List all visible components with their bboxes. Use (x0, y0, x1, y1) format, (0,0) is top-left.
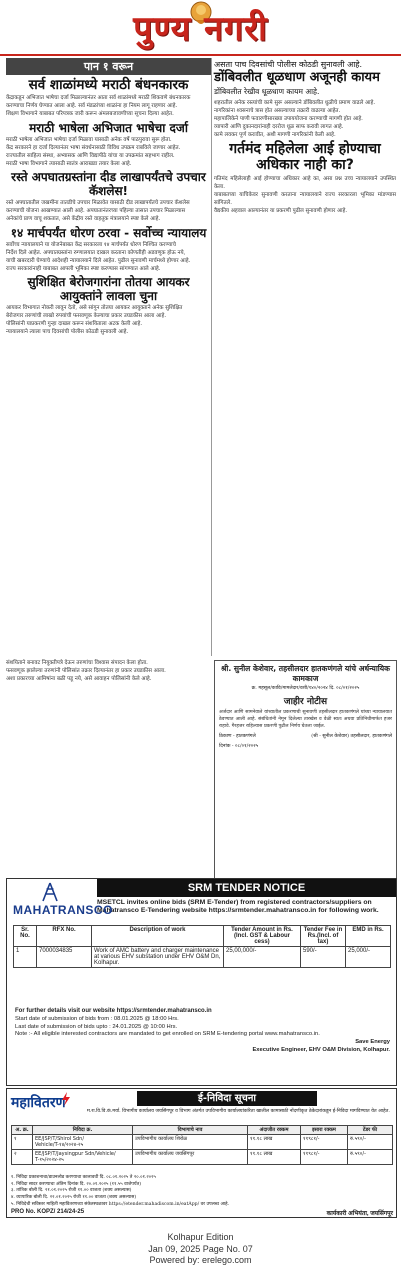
col-header: निविदा क्र. (33, 1126, 133, 1135)
headline-dombivli: डोंबिवलीत धूळधाण अजूनही कायम (214, 70, 380, 85)
note-line: ४. व्यापारिक बोली दि. २२.०१.२०२५ रोजी ११.०० वाजता (शक्य असल्यास) (11, 1194, 137, 1200)
table-cell: 25,00,000/- (224, 947, 301, 968)
table-cell: 25,000/- (346, 947, 391, 968)
note-line: १. निविदा प्रकाशनाचा/डाउनलोड करण्याचा कालावधी दि. ०८.०१.२०२५ ते २०.०१.२०२५ (11, 1175, 156, 1180)
mahavitaran-etender-notice (6, 1088, 397, 1218)
srm-sign-1: Save Energy (355, 1039, 390, 1046)
right-kicker: असता पाच दिवसांची पोलीस कोठडी सुनावली आहे. (214, 60, 363, 69)
headline-supreme-court: १४ मार्चपर्यंत धोरण ठरवा - सर्वोच्च न्यायालय (10, 225, 207, 240)
col-header: विभागाचे नाव (133, 1126, 248, 1135)
notice-signature: (श्री - सुनील केशेवार) तहसीलदार, हातकणंगले (311, 733, 392, 739)
col-header: अ. क्र. (12, 1126, 33, 1135)
public-notice-box (214, 660, 397, 882)
col-header: Description of work (92, 926, 224, 947)
notice-place: ठिकाण - हातकणंगले (219, 733, 256, 739)
powered-by[interactable]: Powered by: erelego.com (149, 1255, 252, 1266)
headline-cashless-treatment: रस्ते अपघातग्रस्तांना दीड लाखापर्यंतचे उपचार कॅशलेस! (11, 170, 206, 198)
note-line: ५. निविदेची सविस्तर माहिती महावितरणच्या संकेतस्थळावर https://etender.mahadiscom.in/eatApp/ वर उपलब्ध आहे. (11, 1201, 230, 1207)
table-cell: EE/JSP/T/Shirol Sdn/ Vehicle/T-१४/२०२४-२५ (33, 1135, 133, 1150)
etender-heading: ई-निविदा सूचना (137, 1091, 317, 1106)
article-body: सर्वोच्च न्यायालयाने या योजनेबाबत केंद्र सरकारला १४ मार्चपर्यंत धोरण निश्चित करण्याचे निर्देश दिले आहेत. अपघातग्रस्तांना रुग्णालयात दाखल करताना कोणतीही अडवणूक होऊ नये, याची खबरदारी घेण्याचे आदेशही न्यायालयाने दिले आहेत. पुढील सुनावणी मार्चमध्ये होणार आहे. राज्य सरकारांनाही याबाबत आपली भूमिका स्पष्ट करण्यास सांगण्यात आले आहे. (6, 242, 191, 272)
masthead (0, 0, 401, 52)
col-header: अंदाजीत रक्कम (248, 1126, 301, 1135)
table-row (14, 947, 391, 968)
lightning-bolt-icon (61, 1092, 71, 1106)
table-row (12, 1150, 393, 1165)
table-cell: रु.५९०/- (348, 1150, 393, 1165)
article-body: संशयिताने बनावट नियुक्तीपत्रे देऊन तरुणांचा विश्वास संपादन केला होता. फसवणूक झालेल्या तरुणांनी पोलिसांत तक्रार दिल्यानंतर हा प्रकार उघडकीस आला. अशा प्रकारच्या आमिषांना बळी पडू नये, असे आवाहन पोलिसांनी केले आहे. (6, 660, 166, 682)
table-cell: १ (12, 1135, 33, 1150)
pro-number: PRO No. KOPZ/ 214/24-25 (11, 1209, 85, 1215)
masthead-divider (0, 54, 401, 56)
headline-classical-language: मराठी भाषेला अभिजात भाषेचा दर्जा (29, 120, 188, 135)
table-header-row (12, 1126, 393, 1135)
mahatransco-logo (13, 879, 113, 917)
edition-footer (0, 1232, 401, 1267)
left-column-continued (6, 660, 211, 685)
srm-table (13, 925, 391, 968)
notice-title: श्री. सुनील केशेवार, तहसीलदार हातकणंगले यांचे अर्धन्यायिक कामकाज (221, 664, 390, 683)
continued-tag: पान १ वरून (6, 58, 211, 75)
table-header-row (14, 926, 391, 947)
col-header: EMD in Rs. (346, 926, 391, 947)
notice-reference: क्र. महसूल/कावि/मामलेदार/वशी/१४०/२०२४ दि. ०८/०१/२०२५ (251, 686, 360, 691)
subheadline-dombivli: डोंबिवलीत रेखीव धूळधाण कायम आहे. (214, 87, 320, 97)
srm-note: Note :- All eligible interested contractors are mandated to get enrolled on SRM E-tendering portal www.mahatransco.in. (15, 1031, 320, 1038)
headline-marathi-compulsory: सर्व शाळांमध्ये मराठी बंधनकारक (28, 77, 189, 93)
col-header: RFX No. (37, 926, 92, 947)
table-cell: उपविभागीय कार्यालय शिरोळ (133, 1135, 248, 1150)
etender-signature: कार्यकारी अभियंता, जयसिंगपूर (326, 1211, 393, 1217)
col-header: Tender Amount in Rs. (Incl. GST & Labour cess) (224, 926, 301, 947)
table-cell: 1 (14, 947, 37, 968)
headline-fake-tax-commissioner: सुशिक्षित बेरोजगारांना तोतया आयकर आयुक्तांने लावला चुना (27, 275, 190, 303)
note-line: २. निविदा सादर करण्याचा अंतिम दिनांक दि. २०.०१.२०२५ (११.५५ वाजेपर्यंत) (11, 1181, 141, 1187)
table-cell: उपविभागीय कार्यालय जयसिंगपूर (133, 1150, 248, 1165)
edition-date-page: Jan 09, 2025 Page No. 07 (148, 1243, 253, 1254)
right-column (214, 58, 396, 217)
table-cell: ११९८१/- (301, 1150, 348, 1165)
article-body: गतिमंद महिलेलाही आई होण्याचा अधिकार आहे का, असा प्रश्न उच्च न्यायालयाने उपस्थित केला. याबाबतच्या याचिकेवर सुनावणी करताना न्यायालयाने राज्य सरकारला भूमिका मांडण्यास सांगितले. वैद्यकीय अहवाल आल्यानंतर या प्रकरणी पुढील सुनावणी होणार आहे. (214, 176, 396, 214)
table-cell: ११९८१/- (301, 1135, 348, 1150)
col-header: Tender Fee in Rs.(Incl. of tax) (301, 926, 346, 947)
etender-notes (11, 1175, 393, 1208)
etender-intro: म.रा.वि.वि.कं.मर्या. विभागीय कार्यालय जयसिंगपूर व विभाग अंतर्गत उपविभागीय कार्यालयांकरिता खालील कामासाठी नोंदणीकृत ठेकेदारांकडून ई-निविदा मागविण्यात येत आहेत. (87, 1109, 390, 1114)
table-cell: EE/JSP/T/Jaysingpur Sdn/Vehicle/ T-१५/२०२४-२५ (33, 1150, 133, 1165)
mahatransco-logo-text: MAHATRANSCO (13, 903, 113, 917)
table-row (12, 1135, 393, 1150)
col-header: इसारा रक्कम (301, 1126, 348, 1135)
table-cell: ११.१८ लाख (248, 1135, 301, 1150)
article-body: रस्ते अपघातातील जखमींना तातडीचे उपचार मिळावेत यासाठी दीड लाखापर्यंतचे उपचार कॅशलेस करण्याची योजना आखण्यात आली आहे. अपघातानंतरच्या पहिल्या तासात उपचार मिळाल्यास अनेकांचे प्राण वाचू शकतात, असे केंद्रीय रस्ते वाहतूक मंत्रालयाने स्पष्ट केले आहे. (6, 200, 190, 222)
article-body: केंद्राकडून अभिजात भाषेचा दर्जा मिळाल्यानंतर आता सर्व शाळांमध्ये मराठी शिकवणे बंधनकारक करण्याचा निर्णय घेण्यात आला आहे. सर्व मंडळांच्या शाळांना हा नियम लागू राहणार आहे. शिक्षण विभागाने याबाबत परिपत्रक जारी करून अंमलबजावणीच्या सूचना दिल्या आहेत. (6, 95, 191, 117)
mahavitaran-logo-text: महावितरण (11, 1095, 66, 1111)
article-body: मराठी भाषेला अभिजात भाषेचा दर्जा मिळावा यासाठी अनेक वर्षे पाठपुरावा सुरू होता. केंद्र सरकारने हा दर्जा दिल्यानंतर भाषा संवर्धनासाठी विविध उपक्रम राबविले जाणार आहेत. राज्यातील साहित्य संस्था, अभ्यासक आणि विद्यापीठे यांचा या उपक्रमांत सहभाग राहील. मराठी भाषा विभागाने त्यासाठी स्वतंत्र आराखडा तयार केला आहे. (6, 137, 181, 167)
notice-date: दिनांक - ०८/०१/२०२५ (219, 743, 259, 749)
notice-heading: जाहीर नोटीस (283, 697, 328, 707)
table-cell: 590/- (301, 947, 346, 968)
srm-details-link: For further details visit our website https://srmtender.mahatransco.in (15, 1008, 212, 1014)
notice-body: अर्जदार आणि सामनेवाले यांच्यातील प्रकरणाची सुनावणी तहसीलदार हातकणंगले यांच्या न्यायालयात ठेवण्यात आली आहे. संबंधितांनी नेमून दिलेल्या तारखेस व वेळी स्वतः अथवा प्रतिनिधीमार्फत हजर राहावे. गैरहजर राहिल्यास प्रकरणी पुढील निर्णय घेतला जाईल. (219, 710, 392, 729)
table-cell: २ (12, 1150, 33, 1165)
left-column (6, 58, 211, 339)
srm-start-date: Start date of submission of bids from : 08.01.2025 @ 18:00 Hrs. (15, 1015, 179, 1022)
column-divider (211, 58, 212, 656)
srm-last-date: Last date of submission of bids upto : 24.01.2025 @ 10:00 Hrs. (15, 1023, 178, 1030)
transmission-tower-icon (39, 882, 61, 902)
col-header: Sr. No. (14, 926, 37, 947)
headline-mother-rights: गर्तमंद महिलेला आई होण्याचा अधिकार नाही का? (229, 141, 381, 173)
srm-intro: MSETCL invites online bids (SRM E-Tender) from registered contractors/suppliers on Mahatransco E-Tendering website https://srmtender.mahatransco.in for following work. (97, 899, 379, 915)
table-cell: 7000034835 (37, 947, 92, 968)
col-header: टेंडर फी (348, 1126, 393, 1135)
srm-header: SRM TENDER NOTICE (97, 879, 396, 897)
srm-sign-2: Executive Engineer, EHV O&M Division, Kolhapur. (252, 1047, 390, 1054)
mahavitaran-logo (11, 1092, 81, 1114)
etender-table (11, 1125, 393, 1165)
newspaper-title: पुण्य नगरी (133, 9, 268, 49)
note-line: ३. तांत्रिक बोली दि. २१.०१.२०२५ रोजी ११.०० वाजता (शक्य असल्यास) (11, 1188, 132, 1194)
table-cell: Work of AMC battery and charger maintenance at various EHV substation under EHV O&M Dn, Kolhapur. (92, 947, 224, 968)
article-body: आयकर विभागात नोकरी लावून देतो, असे सांगून तोतया आयकर आयुक्ताने अनेक सुशिक्षित बेरोजगार तरुणांची लाखो रुपयांची फसवणूक केल्याचा प्रकार उघडकीस आला आहे. पोलिसांनी याप्रकरणी गुन्हा दाखल करून संशयिताला अटक केली आहे. न्यायालयाने त्याला पाच दिवसांची पोलीस कोठडी सुनावली आहे. (6, 305, 183, 335)
srm-footer (15, 1007, 390, 1055)
table-cell: रु.५९०/- (348, 1135, 393, 1150)
table-cell: ११.१८ लाख (248, 1150, 301, 1165)
article-body: शहरातील अनेक रस्त्यांची कामे सुरू असल्याने डोंबिवलीत धुळीचे प्रमाण वाढले आहे. नागरिकांना श्वसनाचे त्रास होत असल्याच्या तक्रारी वाढल्या आहेत. महापालिकेने पाणी फवारणीसारख्या उपाययोजना करण्याची मागणी होत आहे. व्यापारी आणि दुकानदारांनाही दररोज धूळ साफ करावी लागत आहे. कामे लवकर पूर्ण करावीत, अशी मागणी नागरिकांनी केली आहे. (214, 100, 376, 138)
edition-name: Kolhapur Edition (167, 1232, 234, 1242)
srm-tender-notice (6, 878, 397, 1086)
